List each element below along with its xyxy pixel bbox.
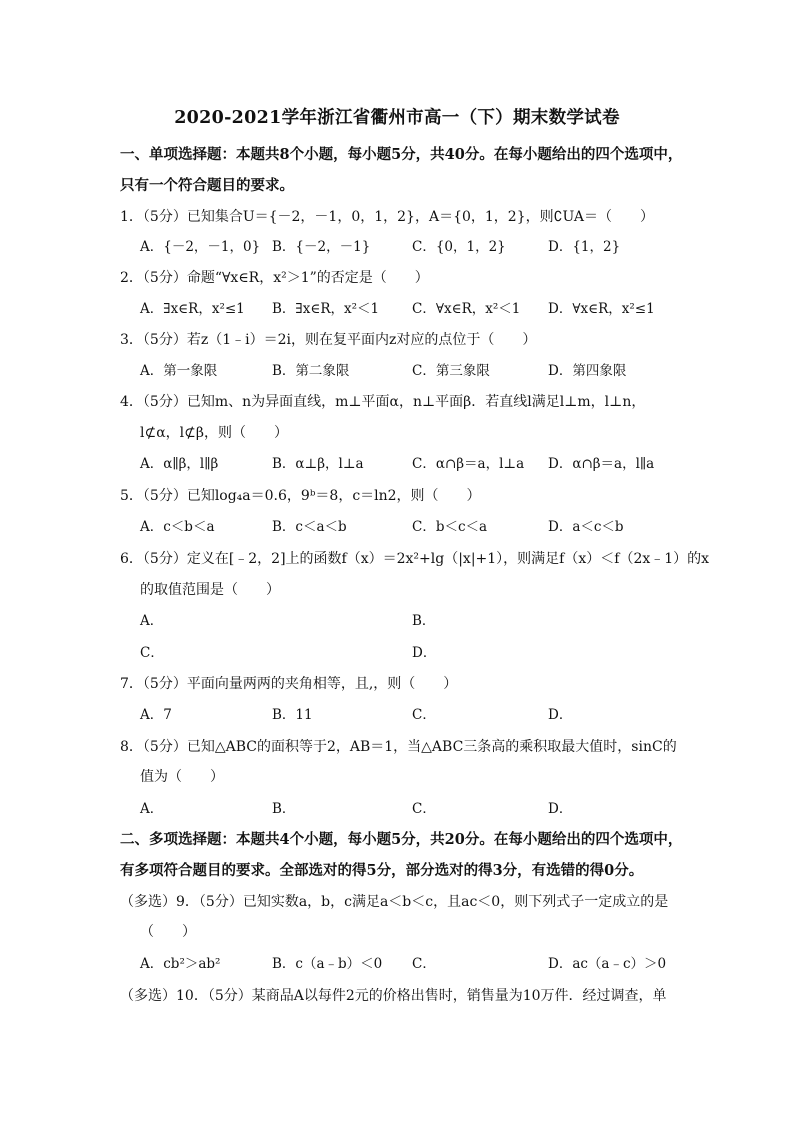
question-2-option-d: D．∀x∈R，x²≤1 (548, 301, 655, 317)
section1-heading: 一、单项选择题：本题共8个小题，每小题5分，共40分。在每小题给出的四个选项中， (120, 146, 683, 163)
question-1-option-a: A．{－2，－1，0} (140, 239, 261, 255)
question-6-option-d: D． (412, 645, 437, 661)
question-10-stem: （多选）10．（5分）某商品A以每件2元的价格出售时，销售量为10万件．经过调查，单 (120, 988, 667, 1004)
question-3-option-d: D．第四象限 (548, 363, 627, 379)
question-4-option-a: A．α∥β，l∥β (140, 456, 219, 472)
question-9-stem-cont: （ ） (140, 924, 196, 940)
question-2-option-b: B．∃x∈R，x²＜1 (272, 301, 380, 317)
section1-heading-cont: 只有一个符合题目的要求。 (120, 177, 294, 194)
question-4-option-d: D．α∩β＝a，l∥a (548, 456, 655, 472)
question-6-option-a: A． (140, 613, 164, 629)
question-9-option-d: D．ac（a﹣c）＞0 (548, 956, 667, 972)
question-8-stem-cont: 值为（ ） (140, 769, 224, 785)
question-8-option-b: B． (272, 801, 296, 817)
question-9-option-c: C． (412, 956, 436, 972)
question-3-stem: 3．（5分）若z（1﹣i）＝2i，则在复平面内z对应的点位于（ ） (120, 332, 537, 348)
section2-heading: 二、多项选择题：本题共4个小题，每小题5分，共20分。在每小题给出的四个选项中， (120, 831, 683, 848)
question-1-option-c: C．{0，1，2} (412, 239, 506, 255)
question-7-option-b: B．11 (272, 707, 313, 723)
question-9-option-a: A．cb²＞ab² (140, 956, 221, 972)
question-6-option-b: B． (412, 613, 436, 629)
question-4-option-b: B．α⊥β，l⊥a (272, 456, 364, 472)
question-1-option-d: D．{1，2} (548, 239, 621, 255)
question-7-option-d: D． (548, 707, 573, 723)
question-7-option-a: A．7 (140, 707, 172, 723)
question-9-stem: （多选）9．（5分）已知实数a，b，c满足a＜b＜c，且ac＜0，则下列式子一定成立的是 (120, 894, 669, 910)
question-9-option-b: B．c（a﹣b）＜0 (272, 956, 383, 972)
page-title: 2020-2021学年浙江省衢州市高一（下）期末数学试卷 (174, 108, 620, 128)
question-7-stem: 7．（5分）平面向量两两的夹角相等，且,，则（ ） (120, 676, 458, 692)
question-4-stem-cont: l⊄α，l⊄β，则（ ） (140, 425, 288, 441)
question-5-option-d: D．a＜c＜b (548, 519, 624, 535)
question-8-stem: 8．（5分）已知△ABC的面积等于2，AB＝1，当△ABC三条高的乘积取最大值时，sinC的 (120, 739, 677, 755)
question-5-stem: 5．（5分）已知log₄a＝0.6，9ᵇ＝8，c＝ln2，则（ ） (120, 488, 481, 504)
question-3-option-a: A．第一象限 (140, 363, 218, 379)
question-8-option-c: C． (412, 801, 436, 817)
question-6-option-c: C． (140, 645, 164, 661)
question-6-stem-cont: 的取值范围是（ ） (140, 582, 280, 598)
question-5-option-b: B．c＜a＜b (272, 519, 347, 535)
question-3-option-b: B．第二象限 (272, 363, 350, 379)
question-1-stem: 1．（5分）已知集合U＝{－2，－1，0，1，2}，A＝{0，1，2}，则∁UA＝（ ） (120, 209, 654, 225)
question-4-option-c: C．α∩β＝a，l⊥a (412, 456, 525, 472)
question-1-option-b: B．{－2，－1} (272, 239, 371, 255)
question-2-option-a: A．∃x∈R，x²≤1 (140, 301, 245, 317)
section2-heading-cont: 有多项符合题目的要求。全部选对的得5分，部分选对的得3分，有选错的得0分。 (120, 862, 644, 879)
question-5-option-c: C．b＜c＜a (412, 519, 488, 535)
question-2-option-c: C．∀x∈R，x²＜1 (412, 301, 521, 317)
question-8-option-a: A． (140, 801, 164, 817)
question-6-stem: 6．（5分）定义在[﹣2，2]上的函数f（x）＝2x²+lg（|x|+1），则满足f（x）＜f（2x﹣1）的x (120, 551, 710, 567)
question-5-option-a: A．c＜b＜a (140, 519, 215, 535)
question-7-option-c: C． (412, 707, 436, 723)
question-3-option-c: C．第三象限 (412, 363, 490, 379)
question-4-stem: 4．（5分）已知m、n为异面直线，m⊥平面α，n⊥平面β．若直线l满足l⊥m，l⊥n， (120, 394, 646, 410)
question-2-stem: 2．（5分）命题“∀x∈R，x²＞1”的否定是（ ） (120, 270, 429, 286)
question-8-option-d: D． (548, 801, 573, 817)
